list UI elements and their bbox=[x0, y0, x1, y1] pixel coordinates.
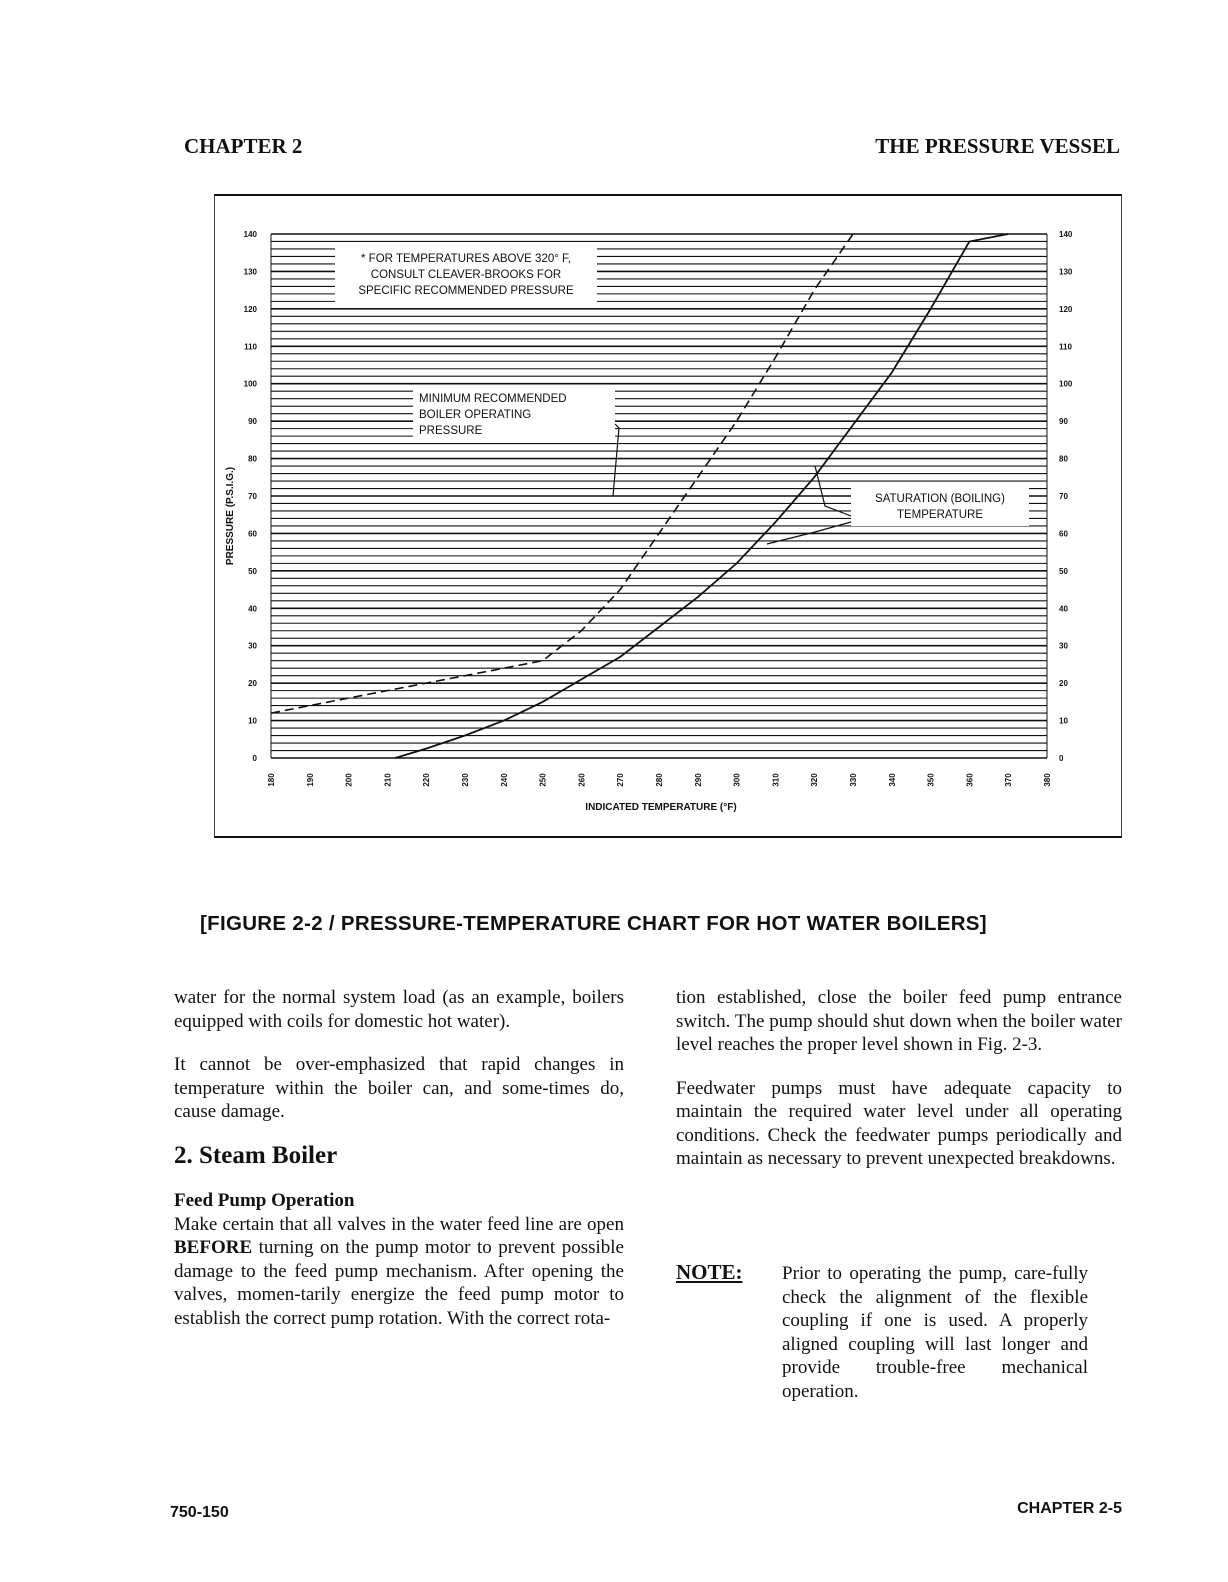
y-tick-label-left: 100 bbox=[243, 379, 257, 389]
y-tick-label-left: 30 bbox=[248, 641, 257, 651]
y-tick-label-left: 90 bbox=[248, 417, 257, 427]
x-tick-label: 310 bbox=[771, 773, 781, 787]
y-tick-label-right: 90 bbox=[1059, 417, 1068, 427]
y-tick-label-left: 0 bbox=[252, 754, 257, 763]
y-tick-label-left: 70 bbox=[248, 492, 257, 501]
y-tick-label-right: 100 bbox=[1059, 379, 1073, 389]
subsection-title: Feed Pump Operation bbox=[174, 1190, 355, 1211]
x-tick-label: 220 bbox=[422, 773, 432, 787]
x-tick-label: 300 bbox=[732, 773, 742, 787]
y-tick-label-left: 120 bbox=[243, 304, 257, 314]
x-tick-label: 290 bbox=[693, 773, 703, 787]
y-tick-label-right: 80 bbox=[1059, 454, 1068, 464]
y-tick-label-left: 40 bbox=[248, 604, 257, 614]
pressure-temperature-chart bbox=[214, 194, 1122, 838]
x-tick-label: 340 bbox=[887, 773, 897, 787]
figure-caption: [FIGURE 2-2 / PRESSURE-TEMPERATURE CHART FOR HOT WATER BOILERS] bbox=[200, 912, 987, 935]
x-tick-label: 210 bbox=[383, 773, 393, 787]
x-axis-label: INDICATED TEMPERATURE (°F) bbox=[585, 802, 737, 813]
right-paragraph-2: Feedwater pumps must have adequate capacity to maintain the required water level under all operating conditions. Check the feedwater pumps periodically and maintain as necessary to prevent unexpected breakdowns. bbox=[676, 1077, 1122, 1169]
para3-emphasis: BEFORE bbox=[174, 1237, 253, 1258]
annotation-top-note-line: * FOR TEMPERATURES ABOVE 320° F, bbox=[361, 253, 571, 265]
x-tick-label: 190 bbox=[305, 773, 315, 787]
left-paragraph-2: It cannot be over-emphasized that rapid changes in temperature within the boiler can, and some-times do, cause damage. bbox=[174, 1054, 624, 1122]
y-tick-label-left: 60 bbox=[248, 529, 257, 539]
y-tick-label-left: 110 bbox=[244, 342, 257, 352]
x-tick-label: 250 bbox=[538, 773, 548, 787]
y-tick-label-left: 10 bbox=[248, 716, 257, 726]
left-paragraph-1: water for the normal system load (as an example, boilers equipped with coils for domestic hot water). bbox=[174, 987, 624, 1032]
para3-start: Make certain that all valves in the water feed line are open bbox=[174, 1213, 624, 1235]
note-text: Prior to operating the pump, care-fully check the alignment of the flexible coupling if one is used. A properly aligned coupling will last longer and provide trouble-free mechanical operation. bbox=[782, 1263, 1088, 1402]
x-tick-label: 370 bbox=[1004, 773, 1014, 787]
y-tick-label-right: 130 bbox=[1059, 267, 1073, 277]
annotation-top-note bbox=[335, 248, 597, 304]
right-paragraph-1: tion established, close the boiler feed pump entrance switch. The pump should shut down when the boiler water level reaches the proper level shown in Fig. 2-3. bbox=[676, 987, 1122, 1055]
x-tick-label: 260 bbox=[577, 773, 587, 787]
annotation-saturation-line: SATURATION (BOILING) bbox=[875, 493, 1005, 505]
y-tick-label-left: 140 bbox=[243, 230, 257, 239]
y-tick-label-right: 30 bbox=[1059, 641, 1068, 651]
x-tick-label: 330 bbox=[849, 773, 858, 787]
annotation-min-pressure-line: BOILER OPERATING bbox=[419, 409, 532, 421]
x-tick-label: 350 bbox=[926, 773, 936, 787]
x-tick-label: 320 bbox=[810, 773, 820, 787]
y-tick-label-right: 10 bbox=[1059, 716, 1068, 726]
y-axis-label: PRESSURE (P.S.I.G.) bbox=[225, 466, 236, 566]
y-tick-label-right: 110 bbox=[1059, 342, 1072, 352]
note-label: NOTE: bbox=[676, 1260, 743, 1284]
document-number: 750-150 bbox=[170, 1504, 229, 1521]
x-tick-label: 240 bbox=[499, 773, 509, 787]
annotation-top-note-line: SPECIFIC RECOMMENDED PRESSURE bbox=[358, 285, 574, 297]
left-column bbox=[174, 986, 624, 1350]
x-tick-label: 200 bbox=[344, 773, 354, 787]
y-tick-label-right: 20 bbox=[1059, 679, 1068, 689]
annotation-top-note-line: CONSULT CLEAVER-BROOKS FOR bbox=[370, 269, 562, 281]
x-tick-label: 360 bbox=[965, 773, 975, 787]
left-paragraph-3 bbox=[174, 1213, 624, 1331]
y-tick-label-right: 50 bbox=[1059, 566, 1068, 576]
x-tick-label: 380 bbox=[1043, 773, 1052, 787]
annotation-min-pressure bbox=[413, 388, 615, 440]
page-number: CHAPTER 2-5 bbox=[1017, 1500, 1122, 1517]
y-tick-label-right: 120 bbox=[1059, 304, 1073, 314]
para3-end: turning on the pump motor to prevent possible damage to the feed pump mechanism. After opening the valves, momen-tarily energize the feed pump motor to establish the correct pump rotation. With the correct rota- bbox=[174, 1237, 624, 1329]
annotation-min-pressure-line: PRESSURE bbox=[419, 425, 483, 437]
y-tick-label-left: 80 bbox=[248, 454, 257, 464]
x-tick-label: 180 bbox=[267, 773, 276, 787]
x-tick-label: 270 bbox=[616, 773, 626, 787]
y-tick-label-right: 140 bbox=[1059, 230, 1073, 239]
annotation-saturation-line: TEMPERATURE bbox=[896, 509, 984, 521]
y-tick-label-right: 70 bbox=[1059, 492, 1068, 501]
y-tick-label-right: 60 bbox=[1059, 529, 1068, 539]
annotation-min-pressure-line: MINIMUM RECOMMENDED bbox=[419, 393, 567, 405]
right-column bbox=[676, 986, 1122, 1191]
y-tick-label-left: 50 bbox=[248, 566, 257, 576]
section-header: THE PRESSURE VESSEL bbox=[875, 134, 1120, 158]
y-tick-label-left: 20 bbox=[248, 679, 257, 689]
annotation-saturation bbox=[851, 488, 1029, 526]
y-tick-label-left: 130 bbox=[243, 267, 257, 277]
chapter-header: CHAPTER 2 bbox=[184, 134, 303, 158]
x-tick-label: 280 bbox=[655, 773, 664, 787]
x-tick-label: 230 bbox=[461, 773, 470, 787]
y-tick-label-right: 0 bbox=[1059, 754, 1064, 763]
section-title: 2. Steam Boiler bbox=[174, 1141, 338, 1169]
y-tick-label-right: 40 bbox=[1059, 604, 1068, 614]
